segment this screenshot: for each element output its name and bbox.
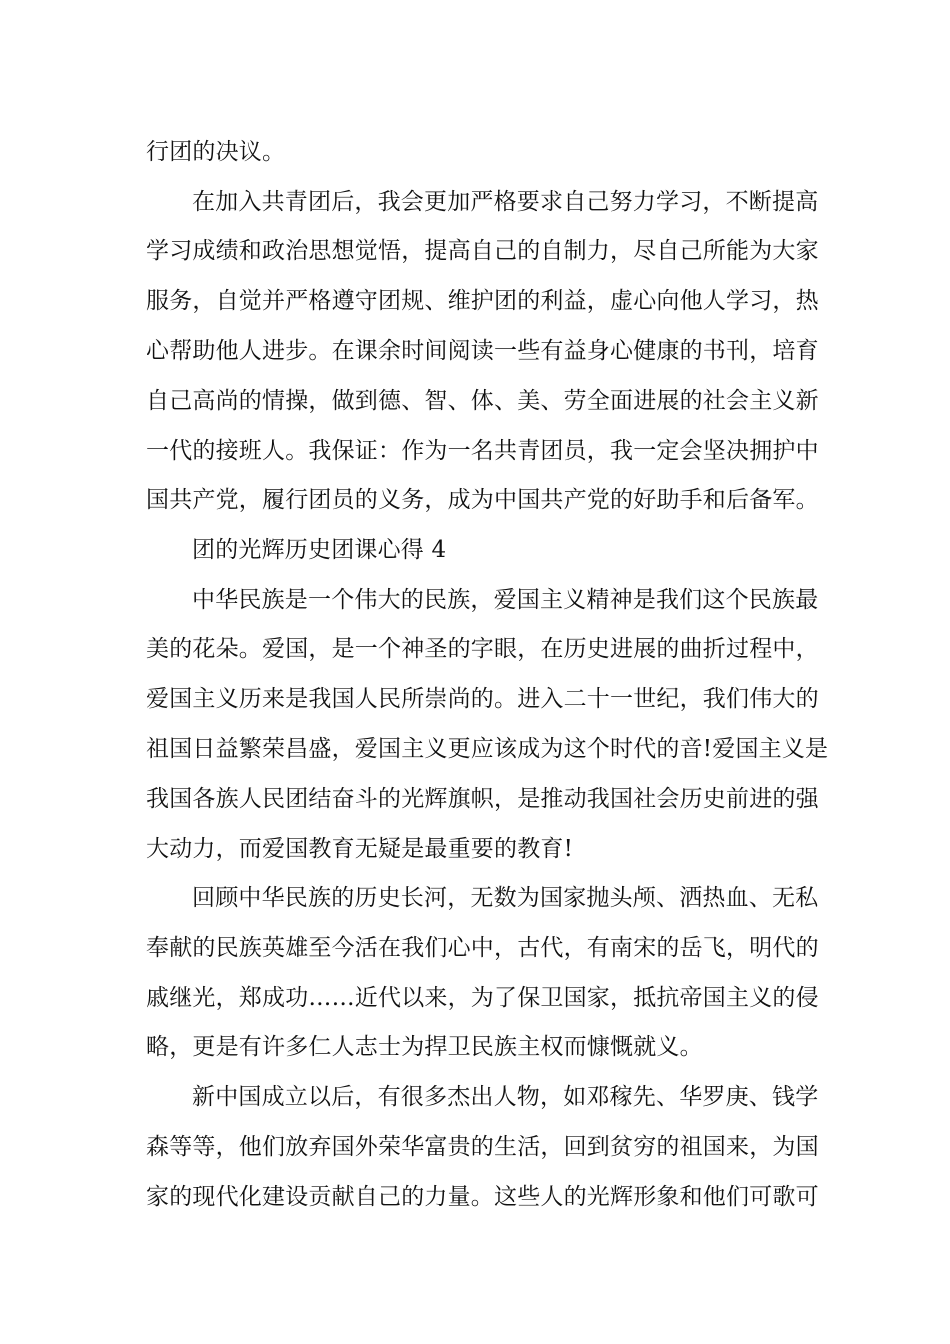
text-line: 祖国日益繁荣昌盛，爱国主义更应该成为这个时代的音!爱国主义是 <box>146 736 829 762</box>
text-line: 国共产党，履行团员的义务，成为中国共产党的好助手和后备军。 <box>146 487 819 513</box>
text-line: 爱国主义历来是我国人民所崇尚的。进入二十一世纪，我们伟大的 <box>146 686 819 712</box>
text-line: 戚继光，郑成功……近代以来，为了保卫国家，抵抗帝国主义的侵 <box>146 985 819 1011</box>
text-line: 学习成绩和政治思想觉悟，提高自己的自制力，尽自己所能为大家 <box>146 238 819 264</box>
text-line: 我国各族人民团结奋斗的光辉旗帜，是推动我国社会历史前进的强 <box>146 786 819 812</box>
text-line: 在加入共青团后，我会更加严格要求自己努力学习，不断提高 <box>192 189 819 215</box>
text-line: 新中国成立以后，有很多杰出人物，如邓稼先、华罗庚、钱学 <box>192 1084 819 1110</box>
text-line: 服务，自觉并严格遵守团规、维护团的利益，虚心向他人学习，热 <box>146 288 819 314</box>
text-line: 奉献的民族英雄至今活在我们心中，古代，有南宋的岳飞，明代的 <box>146 935 819 961</box>
text-line: 森等等，他们放弃国外荣华富贵的生活，回到贫穷的祖国来，为国 <box>146 1134 819 1160</box>
text-line: 心帮助他人进步。在课余时间阅读一些有益身心健康的书刊，培育 <box>146 338 819 364</box>
text-line: 美的花朵。爱国，是一个神圣的字眼，在历史进展的曲折过程中， <box>146 636 819 662</box>
text-line: 回顾中华民族的历史长河，无数为国家抛头颅、洒热血、无私 <box>192 885 819 911</box>
text-line: 家的现代化建设贡献自己的力量。这些人的光辉形象和他们可歌可 <box>146 1184 819 1210</box>
text-line: 中华民族是一个伟大的民族，爱国主义精神是我们这个民族最 <box>192 587 819 613</box>
text-line: 略，更是有许多仁人志士为捍卫民族主权而慷慨就义。 <box>146 1034 703 1060</box>
text-line: 大动力，而爱国教育无疑是最重要的教育! <box>146 836 574 862</box>
text-line: 一代的接班人。我保证：作为一名共青团员，我一定会坚决拥护中 <box>146 438 819 464</box>
section-heading: 团的光辉历史团课心得 4 <box>192 537 447 563</box>
text-line: 自己高尚的情操，做到德、智、体、美、劳全面进展的社会主义新 <box>146 388 819 414</box>
text-line: 行团的决议。 <box>146 139 286 165</box>
